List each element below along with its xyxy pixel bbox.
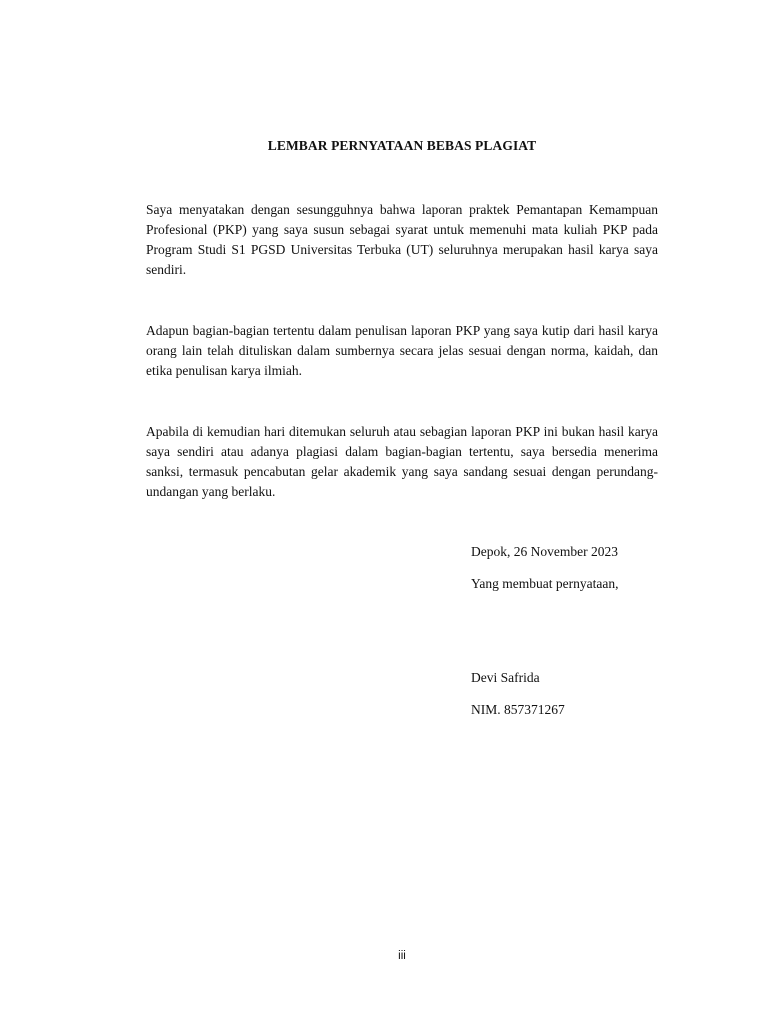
signature-name: Devi Safrida <box>471 670 540 685</box>
page-footer <box>0 948 768 964</box>
statement-paragraph-2: Adapun bagian-bagian tertentu dalam penulisan laporan PKP yang saya kutip dari hasil karya orang lain telah dituliskan dalam sumbernya secara jelas sesuai dengan norma, kaidah, dan etika penulisan karya ilmiah. <box>146 323 658 378</box>
statement-paragraph-3: Apabila di kemudian hari ditemukan seluruh atau sebagian laporan PKP ini bukan hasil karya saya sendiri atau adanya plagiasi dalam bagian-bagian tertentu, saya bersedia menerima sanksi, termasuk pencabutan gelar akademik yang saya sandang sesuai dengan perundang-undangan yang berlaku. <box>146 424 658 499</box>
document-title: LEMBAR PERNYATAAN BEBAS PLAGIAT <box>267 138 537 153</box>
signature-nim: NIM. 857371267 <box>471 702 565 717</box>
statement-paragraph-1: Saya menyatakan dengan sesungguhnya bahwa laporan praktek Pemantapan Kemampuan Profesional (PKP) yang saya susun sebagai syarat untuk memenuhi mata kuliah PKP pada Program Studi S1 PGSD Universitas Terbuka (UT) seluruhnya merupakan hasil karya saya sendiri. <box>146 202 658 277</box>
signature-maker-label: Yang membuat pernyataan, <box>471 576 619 591</box>
signature-place-date: Depok, 26 November 2023 <box>471 544 618 559</box>
page-number: iii <box>398 950 406 962</box>
